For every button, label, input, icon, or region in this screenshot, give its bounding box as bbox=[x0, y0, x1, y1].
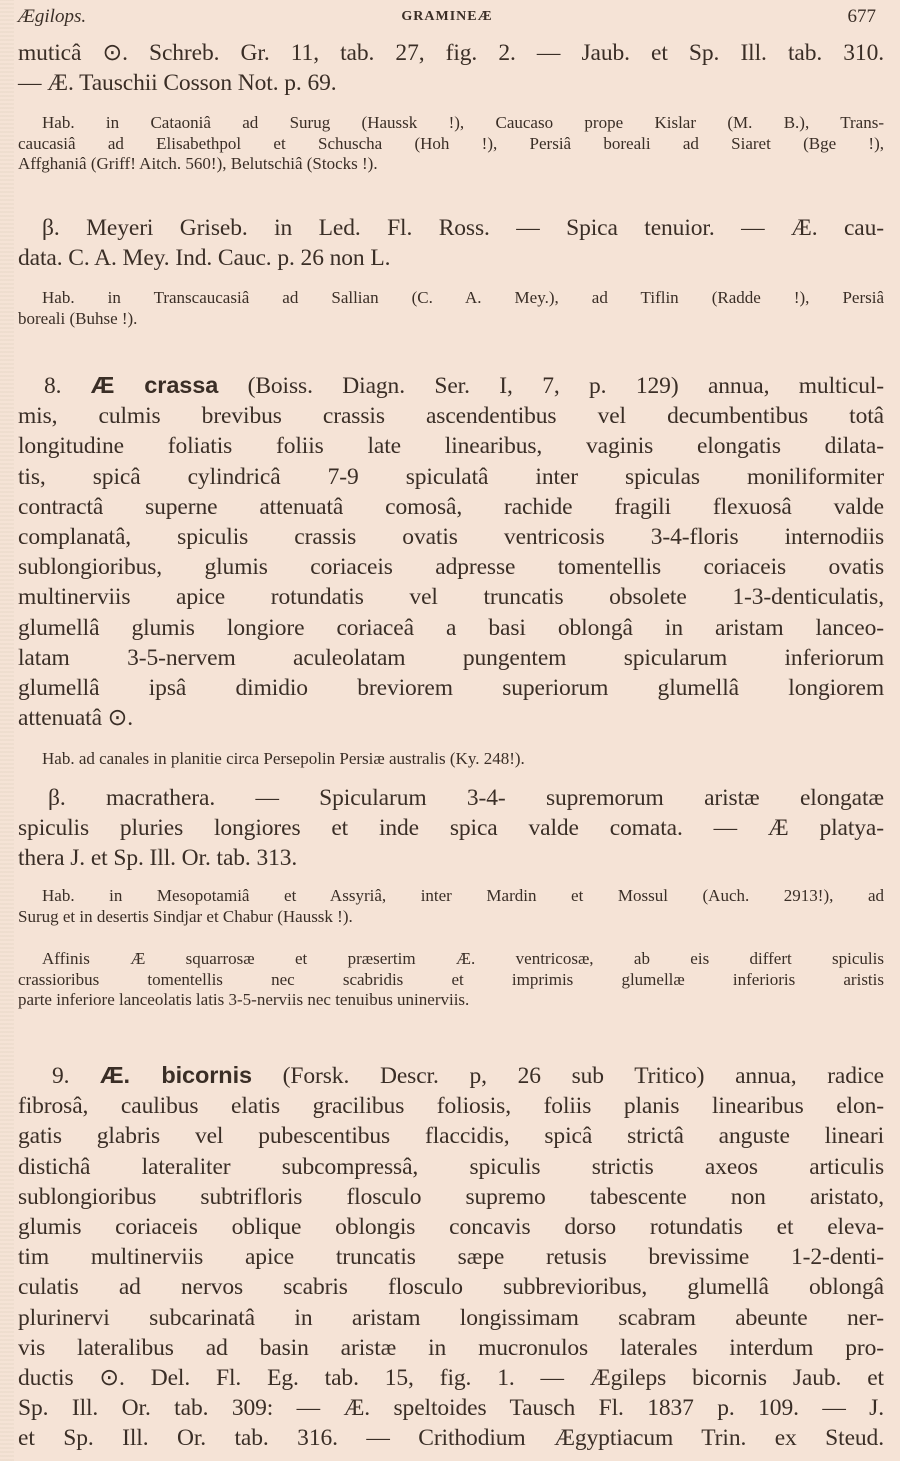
text-line: β. Meyeri Griseb. in Led. Fl. Ross. — Spica tenuior. — Æ. cau- bbox=[42, 215, 884, 241]
text-line: Hab. ad canales in planitie circa Persepolin Persiæ australis (Ky. 248!). bbox=[42, 749, 525, 768]
header-family: GRAMINEÆ bbox=[401, 9, 493, 24]
text-line: contractâ superne attenuatâ comosâ, rachide fragili flexuosâ valde bbox=[18, 493, 884, 520]
habitat-paragraph bbox=[18, 886, 884, 927]
text-line: fibrosâ, caulibus elatis gracilibus foliosis, foliis planis linearibus elon- bbox=[18, 1093, 884, 1120]
text-line: sublongioribus subtrifloris flosculo supremo tabescente non aristato, bbox=[18, 1183, 884, 1210]
text-line: mis, culmis brevibus crassis ascendentibus vel decumbentibus totâ bbox=[18, 403, 884, 430]
text-line: Hab. in Mesopotamiâ et Assyriâ, inter Mardin et Mossul (Auch. 2913!), ad bbox=[42, 886, 884, 905]
synonymy-paragraph bbox=[18, 38, 884, 98]
text-line: complanatâ, spiculis crassis ovatis ventricosis 3-4-floris internodiis bbox=[18, 524, 884, 551]
habitat-paragraph bbox=[18, 113, 884, 175]
page-number: 677 bbox=[847, 6, 876, 27]
text-line: glumellâ ipsâ dimidio breviorem superiorum glumellâ longiorem bbox=[18, 675, 884, 702]
variety-macrathera-paragraph bbox=[18, 783, 884, 874]
variety-meyeri-paragraph bbox=[18, 213, 884, 273]
text-line: caucasiâ ad Elisabethpol et Schuscha (Hoh !), Persiâ boreali ad Siaret (Bge !), bbox=[18, 133, 884, 153]
text-line: plurinervi subcarinatâ in aristam longissimam scabram abeunte ner- bbox=[18, 1304, 884, 1331]
text-line: crassioribus tomentellis nec scabridis et imprimis glumellæ inferioris aristis bbox=[18, 969, 884, 989]
text-line: glumellâ glumis longiore coriaceâ a basi oblongâ in aristam lanceo- bbox=[18, 614, 884, 641]
text-line: culatis ad nervos scabris flosculo subbrevioribus, glumellâ oblongâ bbox=[18, 1274, 884, 1301]
text-line: data. C. A. Mey. Ind. Cauc. p. 26 non L. bbox=[18, 245, 391, 272]
text-line: muticâ ⊙. Schreb. Gr. 11, tab. 27, fig. 2. — Jaub. et Sp. Ill. tab. 310. bbox=[18, 40, 884, 66]
text-line: Surug et in desertis Sindjar et Chabur (Haussk !). bbox=[18, 906, 353, 926]
affinity-paragraph bbox=[18, 949, 884, 1011]
species-heading-line: 8. Æ crassa (Boiss. Diagn. Ser. I, 7, p. 129) annua, multicul- bbox=[44, 372, 884, 399]
header-genus: Ægilops. bbox=[18, 6, 87, 27]
running-header bbox=[18, 6, 876, 32]
text-line: vis lateralibus ad basin aristæ in mucronulos laterales interdum pro- bbox=[18, 1334, 884, 1361]
text-line: Sp. Ill. Or. tab. 309: — Æ. speltoides Tausch Fl. 1837 p. 109. — J. bbox=[18, 1395, 884, 1422]
text-line: distichâ lateraliter subcompressâ, spiculis strictis axeos articulis bbox=[18, 1153, 884, 1180]
text-line: thera J. et Sp. Ill. Or. tab. 313. bbox=[18, 845, 298, 872]
species-name: Æ. bicornis bbox=[100, 1062, 252, 1088]
text-line: Affinis Æ squarrosæ et præsertim Æ. ventricosæ, ab eis differt spiculis bbox=[42, 949, 884, 968]
text-line: attenuatâ ⊙. bbox=[18, 705, 134, 732]
text-line: boreali (Buhse !). bbox=[18, 308, 138, 328]
text-line: — Æ. Tauschii Cosson Not. p. 69. bbox=[18, 70, 337, 97]
text-line: β. macrathera. — Spicularum 3-4- supremorum aristæ elongatæ bbox=[48, 785, 884, 811]
habitat-paragraph bbox=[18, 288, 884, 329]
text-line: spiculis pluries longiores et inde spica valde comata. — Æ platya- bbox=[18, 815, 884, 842]
text-line: sublongioribus, glumis coriaceis adpresse tomentellis coriaceis ovatis bbox=[18, 554, 884, 581]
text-line: multinerviis apice rotundatis vel truncatis obsolete 1-3-denticulatis, bbox=[18, 584, 884, 611]
text-line: longitudine foliatis foliis late linearibus, vaginis elongatis dilata- bbox=[18, 433, 884, 460]
text-line: Hab. in Cataoniâ ad Surug (Haussk !), Caucaso prope Kislar (M. B.), Trans- bbox=[42, 113, 884, 132]
text-line: tis, spicâ cylindricâ 7-9 spiculatâ inter spiculas moniliformiter bbox=[18, 463, 884, 490]
text-line: parte inferiore lanceolatis latis 3-5-nerviis nec tenuibus uninerviis. bbox=[18, 990, 470, 1009]
text-line: ductis ⊙. Del. Fl. Eg. tab. 15, fig. 1. — Ægileps bicornis Jaub. et bbox=[18, 1365, 884, 1392]
text-line: tim multinerviis apice truncatis sæpe retusis brevissime 1-2-denti- bbox=[18, 1244, 884, 1271]
species-bicornis-description bbox=[18, 1060, 884, 1454]
text-line: et Sp. Ill. Or. tab. 316. — Crithodium Ægyptiacum Trin. ex Steud. bbox=[18, 1425, 884, 1452]
text-line: latam 3-5-nervem aculeolatam pungentem spicularum inferiorum bbox=[18, 644, 884, 671]
text-line: Hab. in Transcaucasiâ ad Sallian (C. A. Mey.), ad Tiflin (Radde !), Persiâ bbox=[42, 288, 884, 307]
page-edge-shadow bbox=[0, 0, 14, 1461]
species-name: Æ crassa bbox=[90, 372, 219, 398]
species-crassa-description bbox=[18, 370, 884, 733]
text-line: Affghaniâ (Griff! Aitch. 560!), Belutschiâ (Stocks !). bbox=[18, 154, 378, 173]
text-line: glumis coriaceis oblique oblongis concavis dorso rotundatis et eleva- bbox=[18, 1214, 884, 1241]
habitat-paragraph bbox=[18, 749, 884, 770]
text-line: gatis glabris vel pubescentibus flaccidis, spicâ strictâ anguste lineari bbox=[18, 1123, 884, 1150]
species-heading-line: 9. Æ. bicornis (Forsk. Descr. p, 26 sub Tritico) annua, radice bbox=[52, 1062, 885, 1089]
